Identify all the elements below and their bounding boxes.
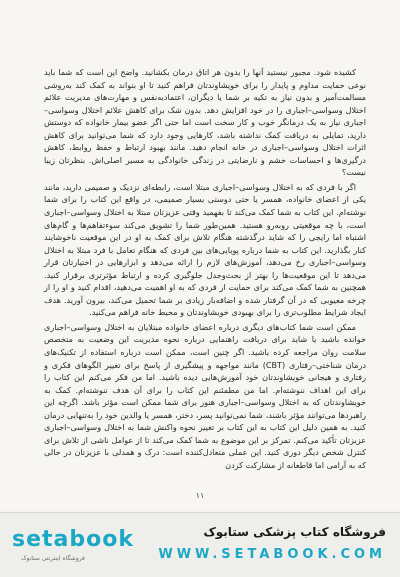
setabook-logo[interactable]: [12, 527, 134, 563]
paragraph-1: کشیده شود. مجبور نیستید آنها را بدون هر اتاق درمان بکشانید. واضح این است که شما باید نوعی حمایت مداوم و پایدار را برای خویشاوندتان فراهم کنید تا او بتواند به کمک کند به‌روشی مسالمت‌آمیز و بدون نیاز به تکیه بر شما یا دیگران، اعتمادبه‌نفس و مهارت‌های مدیریت علائم اختلال وسواسی–اجباری را در خود افزایش دهد. بدون شک برای کاهش علائم اختلال وسواسی–اجباری نیاز به یک درمانگر خوب و کار سخت است اما حتی اگر عضو بیمار خانواده که دوستش دارید، تمایلی به دریافت کمک نداشته باشد، کارهایی وجود دارد که شما می‌توانید برای کاهش اثرات اختلال وسواسی–اجباری در خانه انجام دهید. مانند بهبود ارتباط و حفظ روابط، کاهش درگیری‌ها و احساسات خشم و نارضایتی در زندگی خانوادگی به مسیر اصلی‌اش. بنظرتان زیبا نیست؟: [44, 67, 366, 178]
body-text: [44, 66, 366, 474]
footer-banner: [0, 512, 400, 577]
page-number: ۱۱: [195, 491, 205, 500]
store-title: فروشگاه کتاب پزشکی ستابوک: [203, 525, 386, 539]
paragraph-2: اگر با فردی که به اختلال وسواسی–اجباری مبتلا است، رابطه‌ای نزدیک و صمیمی دارید، مانند یکی از اعضای خانواده، همسر یا حتی دوستی بسیار صمیمی، در واقع این کتاب را برای شما نوشته‌ام. این کتاب به شما کمک می‌کند تا بفهمید وقتی عزیزتان مبتلا به اختلال وسواسی–اجباری است، با چه موقعیتی روبه‌رو هستید. همین‌طور شما را تشویق می‌کند سوءتفاهم‌ها و گام‌های اشتباه اما رایجی را که شاید درگذشته هنگام تلاش برای کمک به او در این موقعیت ناخوشایند کنار بگذارید. این کتاب به شما درباره پویایی‌های بین فردی که هنگام تعامل با فرد مبتلا به اختلال وسواسی–اجباری رخ می‌دهد، آموزش‌های لازم را ارائه می‌دهد و ابزارهایی در اختیارتان قرار می‌دهد تا این موقعیت‌ها را بهتر از بحث‌وجدل جلوگیری کرده و ارتباط مؤثرتری برقرار کنید. همچنین به شما کمک می‌کند برای حمایت از فردی که به او اهمیت می‌دهید، اقدام کنید و او را از چرخه معیوبی که در آن گرفتار شده و اضافه‌بار زیادی بر شما تحمیل می‌کند، بیرون آورید. هدف ایجاد شرایط مطلوب‌تری را برای بهبودی خویشاوندتان و محیط خانه فراهم می‌کنید.: [44, 181, 366, 318]
logo-wordmark: setabook: [12, 527, 134, 552]
logo-tagline: فروشگاه اینترنتی ستابوک: [21, 555, 85, 562]
website-link[interactable]: WWW.SETABOOK.COM: [158, 547, 386, 562]
paragraph-3: ممکن است شما کتاب‌های دیگری درباره اعضای خانواده مبتلایان به اختلال وسواسی–اجباری خوانده باشید یا شاید برای دریافت راهنمایی درباره نحوه مدیریت این وضعیت به متخصص سلامت روان مراجعه کرده باشید. اگر چنین است، ممکن است درباره استفاده از تکنیک‌های درمان شناختی–رفتاری (CBT) مانند مواجهه و پیشگیری از پاسخ برای تغییر الگوهای فکری و رفتاری و هیجانی خویشاوندتان خود آموزش‌هایی دیده باشید. اما من فکر می‌کنم این کتاب را برای این اهداف ننوشته‌ام. اما من مطمئنم این کتاب را برای آن هدف ننوشته‌ام. کمک به خویشاوندتان که به اختلال وسواسی–اجباری هنوز برای شما ممکن است مؤثر باشد. اگرچه این راهبردها می‌توانند مؤثر باشند، شما نمی‌توانید پسر، دختر، همسر یا والدین خود را به‌تنهایی درمان کنید. به همین دلیل این کتاب به این کتاب بر تغییر نحوه واکنش شما به اختلال وسواسی–اجباری عزیزتان تأکید می‌کنم. تمرکز بر این موضوع به شما کمک می‌کند تا از عوامل ناشی از تلاش برای کنترل شخص دیگر دوری کنید. این عملی متعادل‌کننده است: درک و همدلی با عزیزتان در حالی که به آرامی اما قاطعانه از مشارکت کردن: [44, 321, 366, 470]
